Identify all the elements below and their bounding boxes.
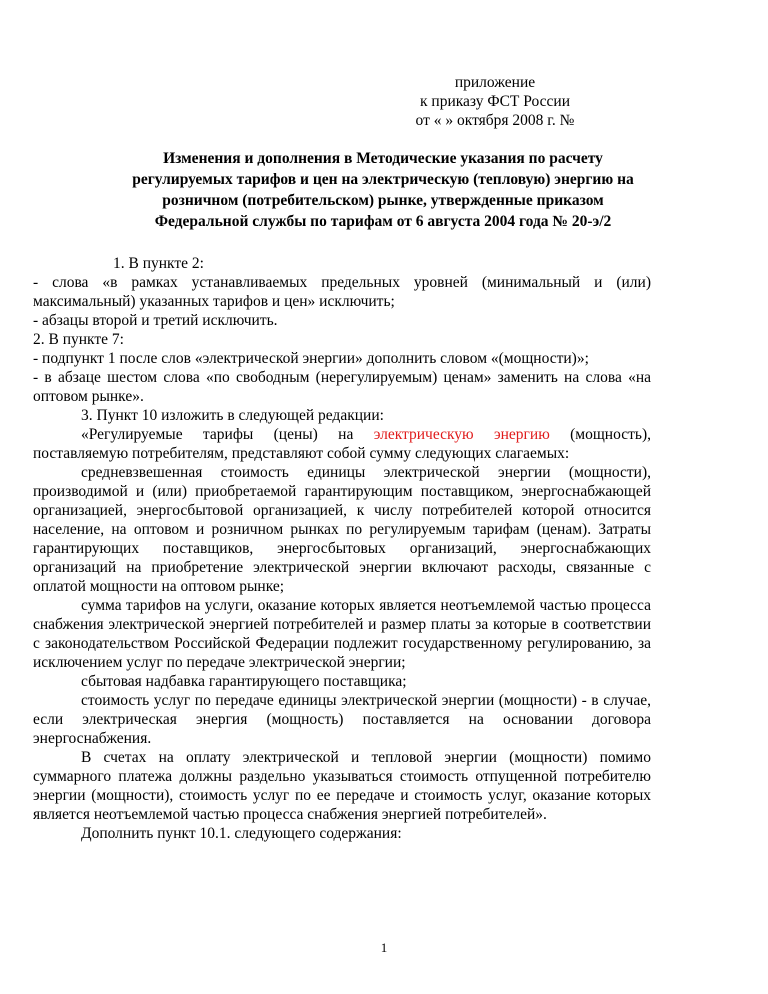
document-body [33, 254, 651, 843]
paragraph-item-3: 3. Пункт 10 изложить в следующей редакции: [81, 407, 384, 424]
appendix-line-1: приложение [454, 74, 536, 91]
highlighted-text: электрическую энергию [373, 426, 550, 443]
paragraph: - в абзаце шестом слова «по свободным (нерегулируемым) ценам» заменить на слова «на оптовом рынке». [33, 369, 651, 405]
paragraph: средневзвешенная стоимость единицы электрической энергии (мощности), производимой и (или) приобретаемой гарантирующим поставщиком, энергоснабжающей организацией, энергосбытовой организацией, к числу потребителей которой относится население, на оптовом и розничном рынках по регулируемым тарифам (ценам). Затраты гарантирующих поставщиков, энергосбытовых организаций, энергоснабжающих организаций на приобретение электрической энергии включают расходы, связанные с оплатой мощности на оптовом рынке; [33, 464, 651, 595]
paragraph-item-2: 2. В пункте 7: [33, 331, 124, 348]
text-run: (мощность), поставляемую потребителям, представляют собой сумму следующих слагаемых: [33, 426, 651, 462]
paragraph: сбытовая надбавка гарантирующего поставщика; [81, 673, 407, 690]
paragraph: - абзацы второй и третий исключить. [33, 312, 278, 329]
appendix-line-3: от « » октября 2008 г. № [415, 112, 575, 129]
paragraph-tariffs [33, 425, 651, 463]
appendix-header [380, 73, 610, 130]
paragraph: В счетах на оплату электрической и тепловой энергии (мощности) помимо суммарного платежа должны раздельно указываться стоимость отпущенной потребителю энергии (мощности), стоимость услуг по ее передаче и стоимость услуг, оказание которых является неотъемлемой частью процесса снабжения энергией потребителей». [33, 749, 651, 823]
text-run: «Регулируемые тарифы (цены) на [81, 426, 374, 443]
title-line-1: Изменения и дополнения в Методические указания по расчету [163, 150, 603, 167]
page-number: 1 [380, 940, 388, 955]
paragraph: сумма тарифов на услуги, оказание которых является неотъемлемой частью процесса снабжения электрической энергией потребителей и размер платы за которые в соответствии с законодательством Российской Федерации подлежит государственному регулированию, за исключением услуг по передаче электрической энергии; [33, 597, 651, 671]
title-line-3: розничном (потребительском) рынке, утвержденные приказом [162, 192, 604, 209]
paragraph-item-1: 1. В пункте 2: [113, 255, 204, 272]
paragraph: стоимость услуг по передаче единицы электрической энергии (мощности) - в случае, если электрическая энергия (мощность) поставляется на основании договора энергоснабжения. [33, 692, 651, 747]
document-title [33, 148, 733, 232]
paragraph: Дополнить пункт 10.1. следующего содержания: [81, 825, 402, 842]
title-line-4: Федеральной службы по тарифам от 6 августа 2004 года № 20-э/2 [154, 213, 612, 230]
paragraph: - слова «в рамках устанавливаемых предельных уровней (минимальный и (или) максимальный) указанных тарифов и цен» исключить; [33, 274, 651, 310]
appendix-line-2: к приказу ФСТ России [420, 93, 570, 110]
title-line-2: регулируемых тарифов и цен на электрическую (тепловую) энергию на [132, 171, 634, 188]
paragraph: - подпункт 1 после слов «электрической энергии» дополнить словом «(мощности)»; [33, 350, 589, 367]
